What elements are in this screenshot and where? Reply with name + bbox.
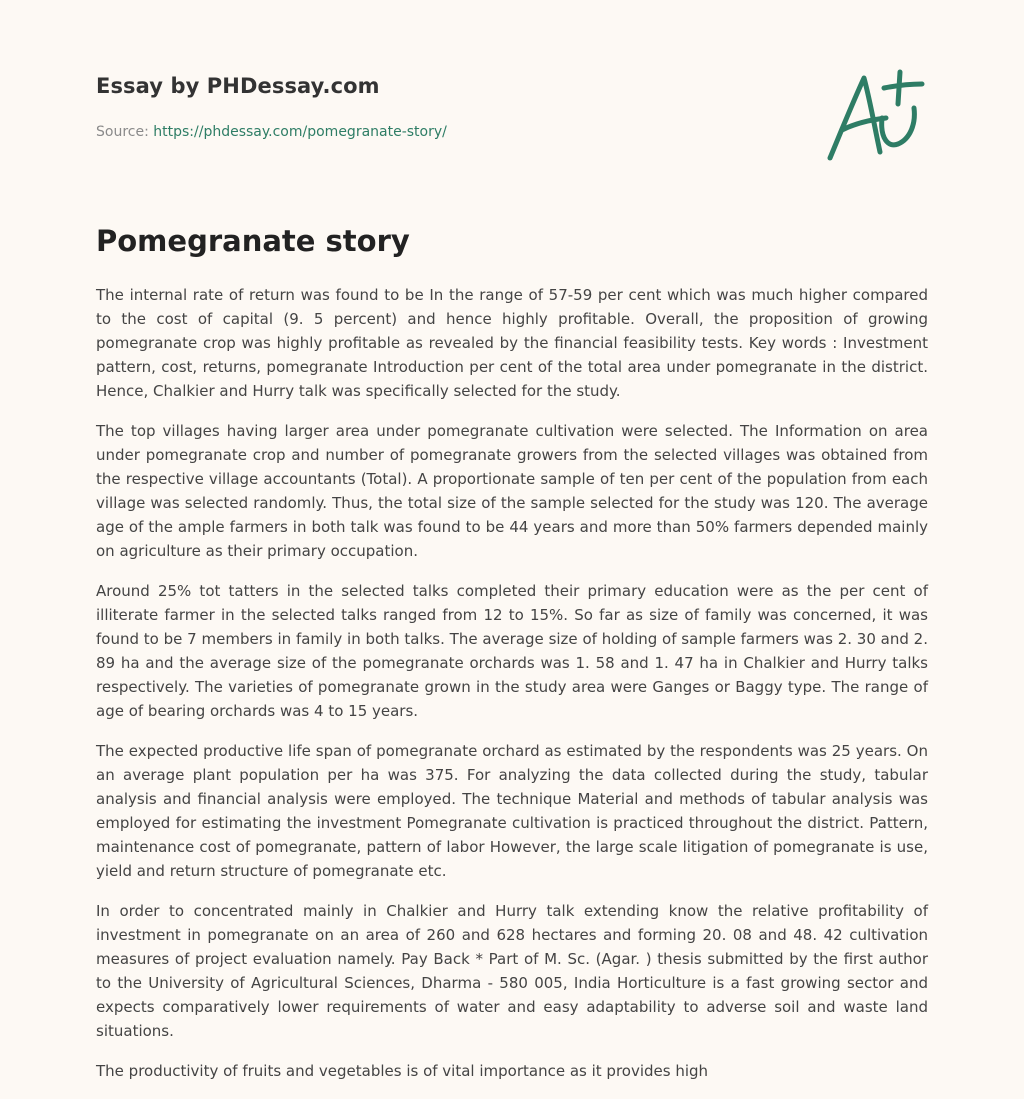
page-header xyxy=(96,74,928,140)
article-title: Pomegranate story xyxy=(96,224,410,258)
brand-title: Essay by PHDessay.com xyxy=(96,74,380,98)
source-link[interactable]: https://phdessay.com/pomegranate-story/ xyxy=(153,124,447,140)
article-body xyxy=(96,283,928,1099)
article-paragraph: The internal rate of return was found to be In the range of 57-59 per cent which was much higher compared to the cost of capital (9. 5 percent) and hence highly profitable. Overall, the proposition of growing pomegranate crop was highly profitable as revealed by the financial feasibility tests. Key words : Investment pattern, cost, returns, pomegranate Introduction per cent of the total area under pomegranate in the district. Hence, Chalkier and Hurry talk was specifically selected for the study. xyxy=(96,286,928,400)
article-paragraph: The productivity of fruits and vegetables is of vital importance as it provides high xyxy=(96,1062,709,1080)
article-paragraph: Around 25% tot tatters in the selected talks completed their primary education were as the per cent of illiterate farmer in the selected talks ranged from 12 to 15%. So far as size of family was concerned, it was found to be 7 members in family in both talks. The average size of holding of sample farmers was 2. 30 and 2. 89 ha and the average size of the pomegranate orchards was 1. 58 and 1. 47 ha in Chalkier and Hurry talks respectively. The varieties of pomegranate grown in the study area were Ganges or Baggy type. The range of age of bearing orchards was 4 to 15 years. xyxy=(96,582,928,720)
source-line xyxy=(96,124,447,140)
source-label: Source: xyxy=(96,124,149,140)
article-paragraph: In order to concentrated mainly in Chalkier and Hurry talk extending know the relative profitability of investment in pomegranate on an area of 260 and 628 hectares and forming 20. 08 and 48. 42 cultivation measures of project evaluation namely. Pay Back * Part of M. Sc. (Agar. ) thesis submitted by the first author to the University of Agricultural Sciences, Dharma - 580 005, India Horticulture is a fast growing sector and expects comparatively lower requirements of water and easy adaptability to adverse soil and waste land situations. xyxy=(96,902,928,1040)
article-paragraph: The expected productive life span of pomegranate orchard as estimated by the respondents was 25 years. On an average plant population per ha was 375. For analyzing the data collected during the study, tabular analysis and financial analysis were employed. The technique Material and methods of tabular analysis was employed for estimating the investment Pomegranate cultivation is practiced throughout the district. Pattern, maintenance cost of pomegranate, pattern of labor However, the large scale litigation of pomegranate is use, yield and return structure of pomegranate etc. xyxy=(96,742,928,880)
article-paragraph: The top villages having larger area under pomegranate cultivation were selected. The Information on area under pomegranate crop and number of pomegranate growers from the selected villages was obtained from the respective village accountants (Total). A proportionate sample of ten per cent of the population from each village was selected randomly. Thus, the total size of the sample selected for the study was 120. The average age of the ample farmers in both talk was found to be 44 years and more than 50% farmers depended mainly on agriculture as their primary occupation. xyxy=(96,422,928,560)
a-plus-logo-icon xyxy=(820,64,930,164)
